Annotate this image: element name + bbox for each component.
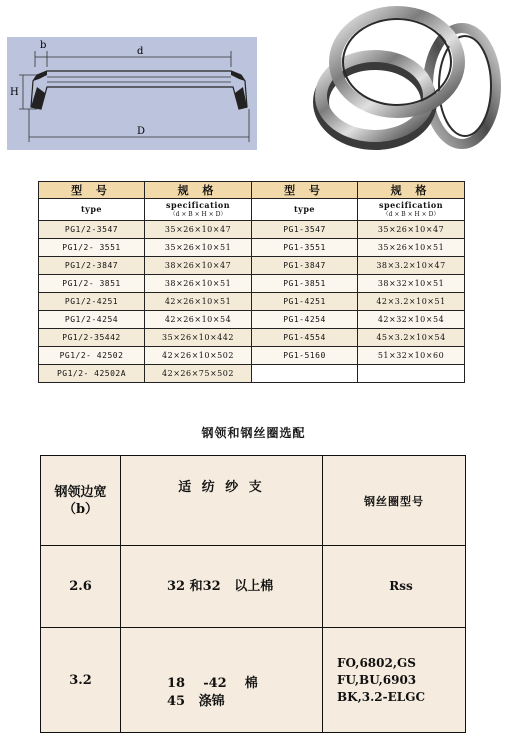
ring-traveler-table xyxy=(40,455,466,733)
spec-cell xyxy=(358,365,465,383)
header-yarn-count: 适 纺 纱 支 xyxy=(121,456,323,546)
spec-row xyxy=(39,293,465,311)
spec-cell: 42×3.2×10×51 xyxy=(358,293,465,311)
spec-cell: 42×26×75×502 xyxy=(145,365,252,383)
yarn-count-cell: 32 和32 以上棉 xyxy=(121,546,323,628)
ring-width-cell: 3.2 xyxy=(41,628,121,733)
header-type-cn: 型 号 xyxy=(39,182,145,199)
label-b: b xyxy=(40,40,47,51)
model-cell: PG1/2-35442 xyxy=(39,329,145,347)
header-spec-en-sub: （d × B × H × D） xyxy=(382,210,440,218)
spec-cell: 35×26×10×442 xyxy=(145,329,252,347)
header-ring-width-line1: 钢领边宽 xyxy=(54,484,107,500)
spec-cell: 42×32×10×54 xyxy=(358,311,465,329)
yarn-count-cell: 18 -42 棉 45 涤锦 xyxy=(121,628,323,733)
specification-table xyxy=(38,181,465,383)
spec-cell: 38×3.2×10×47 xyxy=(358,257,465,275)
header-type-en xyxy=(252,199,358,221)
ring-width-cell: 2.6 xyxy=(41,546,121,628)
cross-section-diagram xyxy=(7,37,257,150)
header-spec-en-text: specification xyxy=(378,199,444,210)
label-D: D xyxy=(137,126,146,137)
spec-cell: 35×26×10×51 xyxy=(145,239,252,257)
model-cell: PG1-4251 xyxy=(252,293,358,311)
spec-row xyxy=(39,329,465,347)
model-cell: PG1-5160 xyxy=(252,347,358,365)
section-title: 钢领和钢丝圈选配 xyxy=(201,426,306,440)
spec-cell: 35×26×10×47 xyxy=(145,221,252,239)
spec-cell: 35×26×10×51 xyxy=(358,239,465,257)
traveler-model-cell: FO,6802,GS FU,BU,6903 BK,3.2-ELGC xyxy=(323,628,466,733)
header-spec-cn: 规 格 xyxy=(358,182,465,199)
header-type-en xyxy=(39,199,145,221)
model-cell: PG1/2- 3551 xyxy=(39,239,145,257)
model-cell: PG1-3851 xyxy=(252,275,358,293)
header-spec-cn: 规 格 xyxy=(145,182,252,199)
spec-cell: 51×32×10×60 xyxy=(358,347,465,365)
model-cell: PG1-4554 xyxy=(252,329,358,347)
spec-row xyxy=(39,275,465,293)
header-spec-en-sub: （d × B × H × D） xyxy=(169,210,227,218)
header-type-en-text: type xyxy=(293,204,316,214)
label-h: H xyxy=(10,87,19,98)
spec-row xyxy=(39,311,465,329)
header-type-cn: 型 号 xyxy=(252,182,358,199)
model-cell: PG1/2- 42502A xyxy=(39,365,145,383)
spec-cell: 38×26×10×47 xyxy=(145,257,252,275)
spec-cell: 38×32×10×51 xyxy=(358,275,465,293)
spec-cell: 42×26×10×54 xyxy=(145,311,252,329)
model-cell: PG1-3551 xyxy=(252,239,358,257)
ring-row xyxy=(41,628,466,733)
model-cell: PG1/2-4251 xyxy=(39,293,145,311)
steel-ring-photo xyxy=(307,4,504,154)
ring-cross-section-drawing xyxy=(7,37,257,150)
model-cell: PG1-3547 xyxy=(252,221,358,239)
spec-cell: 45×3.2×10×54 xyxy=(358,329,465,347)
spec-row xyxy=(39,239,465,257)
model-cell: PG1/2-3847 xyxy=(39,257,145,275)
spec-header-cn-row xyxy=(39,182,465,199)
model-cell: PG1-4254 xyxy=(252,311,358,329)
spec-cell: 42×26×10×51 xyxy=(145,293,252,311)
ring-header-row xyxy=(41,456,466,546)
header-traveler-model: 钢丝圈型号 xyxy=(323,456,466,546)
header-spec-en-text: specification xyxy=(165,199,231,210)
spec-row xyxy=(39,257,465,275)
spec-row xyxy=(39,365,465,383)
header-ring-width-line2: （b） xyxy=(62,501,99,517)
model-cell: PG1-3847 xyxy=(252,257,358,275)
spec-header-en-row xyxy=(39,199,465,221)
spec-row xyxy=(39,221,465,239)
header-type-en-text: type xyxy=(80,204,103,214)
model-cell: PG1/2-4254 xyxy=(39,311,145,329)
model-cell: PG1/2-3547 xyxy=(39,221,145,239)
spec-cell: 35×26×10×47 xyxy=(358,221,465,239)
header-spec-en xyxy=(145,199,252,221)
header-spec-en xyxy=(358,199,465,221)
steel-rings-image xyxy=(307,4,504,154)
model-cell: PG1/2- 42502 xyxy=(39,347,145,365)
spec-cell: 42×26×10×502 xyxy=(145,347,252,365)
header-ring-width xyxy=(41,456,121,546)
traveler-model-cell: Rss xyxy=(323,546,466,628)
spec-cell: 38×26×10×51 xyxy=(145,275,252,293)
spec-row xyxy=(39,347,465,365)
ring-row xyxy=(41,546,466,628)
label-d: d xyxy=(137,46,144,57)
model-cell xyxy=(252,365,358,383)
model-cell: PG1/2- 3851 xyxy=(39,275,145,293)
